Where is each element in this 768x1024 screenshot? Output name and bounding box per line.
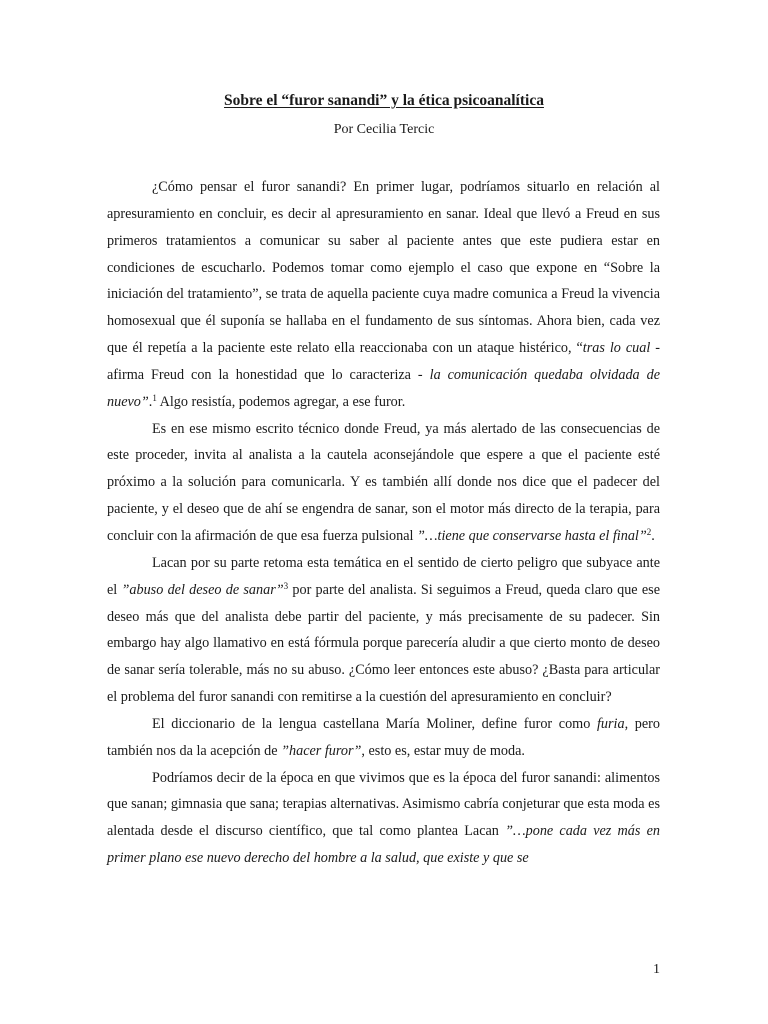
quote-text: ”abuso del deseo de sanar” [121,581,284,598]
paragraph-text: ¿Cómo pensar el furor sanandi? En primer lugar, podríamos situarlo en relación al apresuramiento en concluir, es decir al apresuramiento en sanar. Ideal que llevó a Freud en sus primeros tratamientos a comunicar su saber al paciente antes que este pudiera estar en condiciones de escucharlo. Podemos tomar como ejemplo el caso que expone en “Sobre la iniciación del tratamiento”, se trata de aquella paciente cuya madre comunica a Freud la vivencia homosexual que él suponía se hallaba en el fundamento de sus síntomas. Ahora bien, cada vez que él repetía a la paciente este relato ella reaccionaba con un ataque histérico, “ [107,179,660,357]
paragraph-text: Lacan por su parte retoma esta temática en el sentido de cierto peligro que subyace ante el [107,554,660,598]
quote-text: ”hacer furor” [281,742,362,759]
document-title: Sobre el “furor sanandi” y la ética psicoanalítica [224,92,544,109]
paragraph-text: . [148,393,153,410]
paragraph-1 [107,174,660,416]
document-body [107,174,660,872]
document-author: Por Cecilia Tercic [333,122,435,137]
paragraph-text: , esto es, estar muy de moda. [361,742,525,759]
paragraph-text: Algo resistía, podemos agregar, a ese furor. [156,393,406,410]
paragraph-text: por parte del analista. Si seguimos a Freud, queda claro que ese deseo más que del analista debe partir del paciente, y más precisamente de su padecer. Sin embargo hay algo llamativo en está fórmula porque parecería aludir a que cierto monto de deseo de sanar sería tolerable, más no su abuso. ¿Cómo leer entonces este abuso? ¿Basta para articular el problema del furor sanandi con remitirse a la cuestión del apresuramiento en concluir? [107,581,660,706]
paragraph-4 [107,711,660,765]
paragraph-text: , pero también nos da la acepción de [107,715,660,759]
paragraph-3 [107,550,660,711]
paragraph-2 [107,416,660,550]
quote-text: la comunicación quedaba olvidada de nuevo” [107,366,660,410]
footnote-ref-2[interactable]: 2 [646,526,652,537]
quote-text: tras lo cual [582,340,651,357]
emphasis-text: furia [596,715,625,732]
paragraph-5 [107,765,660,872]
footnote-ref-1[interactable]: 1 [152,392,157,403]
paragraph-text: Es en ese mismo escrito técnico donde Freud, ya más alertado de las consecuencias de este proceder, invita al analista a la cautela aconsejándole que espere a que el paciente esté próximo a la solución para comunicarla. Y es también allí donde nos dice que el padecer del paciente, y el deseo que de ahí se engendra de sanar, son el motor más directo de la terapia, para concluir con la afirmación de que esa fuerza pulsional [107,420,660,544]
quote-text: ”…pone cada vez más en primer plano ese nuevo derecho del hombre a la salud, que existe y que se [107,823,660,867]
paragraph-text: El diccionario de la lengua castellana María Moliner, define furor como [152,715,597,732]
page-number: 1 [653,962,660,977]
quote-text: ”…tiene que conservarse hasta el final” [417,527,647,544]
paragraph-text: - afirma Freud con la honestidad que lo caracteriza - [107,340,660,383]
paragraph-text: Podríamos decir de la época en que vivimos que es la época del furor sanandi: alimentos que sanan; gimnasia que sana; terapias alternativas. Asimismo cabría conjeturar que esta moda es alentada desde el discurso científico, que tal como plantea Lacan [107,769,660,840]
footnote-ref-3[interactable]: 3 [283,580,289,591]
paragraph-text: . [651,527,655,544]
